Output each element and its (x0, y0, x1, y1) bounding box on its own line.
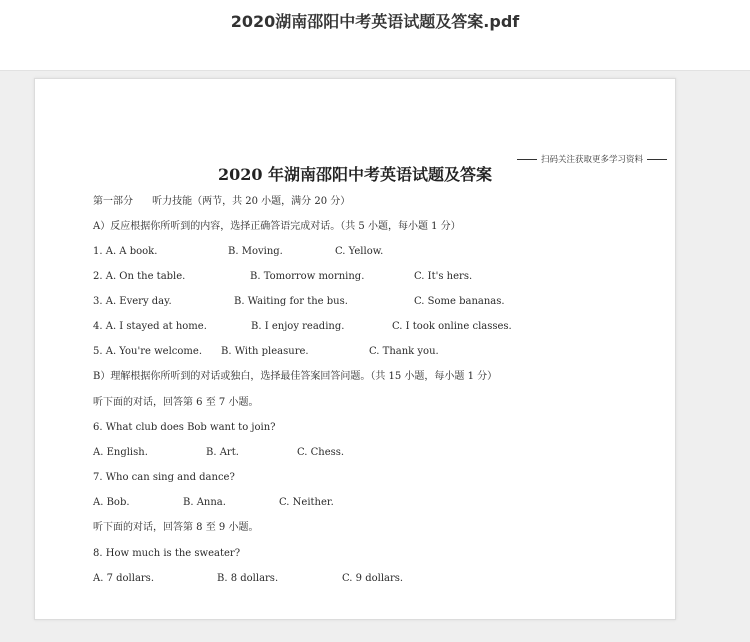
dash-left (517, 159, 537, 160)
pdf-page (34, 78, 676, 620)
dash-right (647, 159, 667, 160)
section-header: 第一部分 听力技能（两节，共 20 小题，满分 20 分） (93, 196, 351, 207)
part-a-instructions: A）反应根据你所听到的内容，选择正确答语完成对话。（共 5 小题，每小题 1 分） (93, 221, 461, 232)
q1-option-a: 1. A. A book. (93, 246, 158, 257)
q2-option-b: B. Tomorrow morning. (250, 271, 365, 282)
dialog-instruction-1: 听下面的对话，回答第 6 至 7 小题。 (93, 397, 259, 408)
q8-option-a: A. 7 dollars. (93, 573, 154, 584)
part-b-instructions: B）理解根据你所听到的对话或独白，选择最佳答案回答问题。（共 15 小题，每小题 1 分） (93, 371, 498, 382)
question-8: 8. How much is the sweater? (93, 548, 241, 559)
question-7: 7. Who can sing and dance? (93, 472, 235, 483)
q4-option-c: C. I took online classes. (392, 321, 512, 332)
q5-option-c: C. Thank you. (369, 346, 439, 357)
q1-option-c: C. Yellow. (335, 246, 384, 257)
q3-option-a: 3. A. Every day. (93, 296, 172, 307)
file-title: 2020湖南邵阳中考英语试题及答案.pdf (230, 12, 520, 31)
dialog-instruction-2: 听下面的对话，回答第 8 至 9 小题。 (93, 522, 259, 533)
q7-option-c: C. Neither. (279, 497, 334, 508)
q4-option-b: B. I enjoy reading. (251, 321, 345, 332)
page-title: 2020 年湖南邵阳中考英语试题及答案 (217, 165, 493, 184)
q4-option-a: 4. A. I stayed at home. (93, 321, 207, 332)
q3-option-c: C. Some bananas. (414, 296, 505, 307)
q8-option-c: C. 9 dollars. (342, 573, 404, 584)
q8-option-b: B. 8 dollars. (217, 573, 279, 584)
q5-option-a: 5. A. You're welcome. (93, 346, 202, 357)
q7-option-b: B. Anna. (183, 497, 226, 508)
q6-option-c: C. Chess. (297, 447, 345, 458)
question-6: 6. What club does Bob want to join? (93, 422, 276, 433)
question-8-options (93, 572, 404, 642)
q1-option-b: B. Moving. (228, 246, 283, 257)
viewer-header (0, 0, 750, 71)
q2-option-a: 2. A. On the table. (93, 271, 186, 282)
q6-option-b: B. Art. (206, 447, 239, 458)
q6-option-a: A. English. (93, 447, 148, 458)
q7-option-a: A. Bob. (93, 497, 130, 508)
q3-option-b: B. Waiting for the bus. (234, 296, 348, 307)
q2-option-c: C. It's hers. (414, 271, 473, 282)
promo-note-text: 扫码关注获取更多学习资料 (541, 155, 644, 165)
q5-option-b: B. With pleasure. (221, 346, 309, 357)
